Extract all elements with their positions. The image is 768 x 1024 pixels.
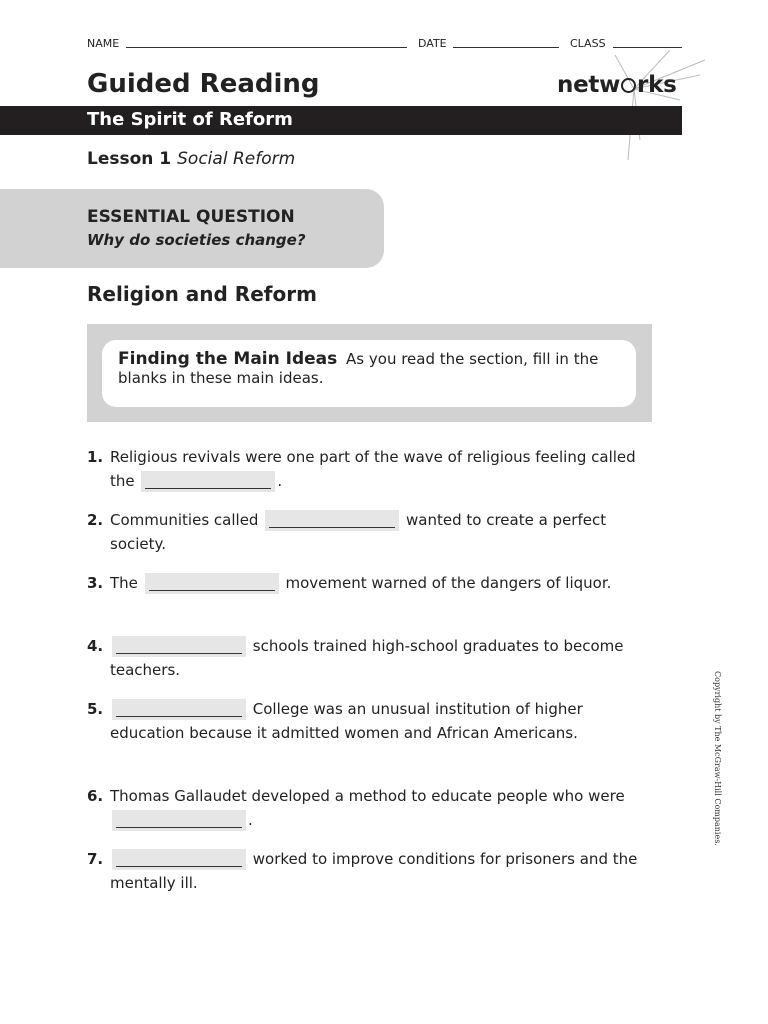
lesson-name: Social Reform <box>177 149 296 169</box>
logo-o-icon <box>621 78 636 93</box>
chapter-title: The Spirit of Reform <box>87 109 293 130</box>
main-ideas-instructions: Finding the Main Ideas As you read the section, fill in the blanks in these main ideas. <box>118 349 599 387</box>
list-item: 5. College was an unusual institution of higher education because it admitted women and African Americans. <box>87 700 583 742</box>
answer-blank[interactable] <box>112 849 246 870</box>
essential-question-box <box>0 189 384 268</box>
logo-rays-decoration <box>560 45 710 165</box>
name-label: NAME <box>87 37 120 50</box>
date-field[interactable] <box>453 47 559 48</box>
list-item: 7. worked to improve conditions for prisoners and the mentally ill. <box>87 850 638 892</box>
essential-question-title: ESSENTIAL QUESTION <box>87 207 295 227</box>
networks-logo: netw rks <box>557 72 677 98</box>
class-label: CLASS <box>570 37 606 50</box>
answer-blank[interactable] <box>265 510 399 531</box>
list-item: 2. Communities called wanted to create a perfect society. <box>87 511 607 553</box>
answer-blank[interactable] <box>112 636 246 657</box>
name-field[interactable] <box>126 47 407 48</box>
essential-question-text: Why do societies change? <box>87 231 306 249</box>
lesson-heading <box>87 149 295 169</box>
copyright-notice: Copyright by The McGraw-Hill Companies. <box>713 671 722 846</box>
list-item: 4. schools trained high-school graduates to become teachers. <box>87 637 624 679</box>
main-ideas-title: Finding the Main Ideas <box>118 349 338 369</box>
date-label: DATE <box>418 37 447 50</box>
answer-blank[interactable] <box>112 810 246 831</box>
list-item: 1. Religious revivals were one part of the wave of religious feeling called the . <box>87 448 636 490</box>
list-item: 6. Thomas Gallaudet developed a method to educate people who were . <box>87 787 625 829</box>
answer-blank[interactable] <box>112 699 246 720</box>
answer-blank[interactable] <box>141 471 275 492</box>
page-title: Guided Reading <box>87 69 320 99</box>
section-heading: Religion and Reform <box>87 282 317 306</box>
answer-blank[interactable] <box>145 573 279 594</box>
list-item: 3. The movement warned of the dangers of liquor. <box>87 574 612 592</box>
lesson-label: Lesson 1 <box>87 149 172 169</box>
